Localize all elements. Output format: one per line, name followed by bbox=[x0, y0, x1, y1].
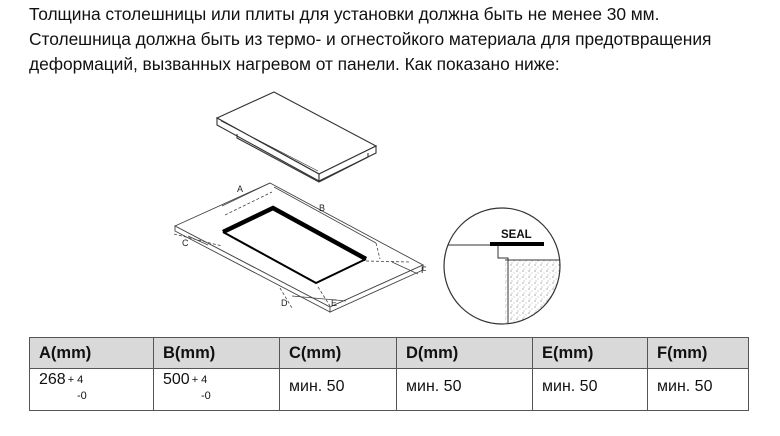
header-e: E(mm) bbox=[533, 338, 648, 369]
cell-c bbox=[280, 369, 397, 411]
header-d: D(mm) bbox=[397, 338, 533, 369]
cell-d bbox=[397, 369, 533, 411]
dimensions-table bbox=[29, 337, 749, 411]
cell-e bbox=[533, 369, 648, 411]
cell-c-value: мин. 50 bbox=[289, 378, 345, 395]
table-header-row bbox=[30, 338, 749, 369]
cell-b-value: 500 bbox=[163, 371, 190, 388]
cell-a-value: 268 bbox=[39, 371, 66, 388]
cell-b-plus: + 4 bbox=[191, 374, 208, 386]
cell-f-value: мин. 50 bbox=[657, 378, 713, 395]
header-a: A(mm) bbox=[30, 338, 154, 369]
hob-illustration bbox=[217, 92, 376, 182]
label-d: D bbox=[281, 298, 288, 308]
cell-b-minus: -0 bbox=[201, 390, 211, 402]
cell-f bbox=[648, 369, 749, 411]
label-c: C bbox=[182, 238, 189, 248]
seal-label: SEAL bbox=[501, 229, 532, 241]
intro-line-1: Толщина столешницы или плиты для установки должна быть не менее 30 мм. bbox=[29, 4, 660, 24]
intro-line-3: деформаций, вызванных нагревом от панели. Как показано ниже: bbox=[29, 54, 560, 74]
label-e: E bbox=[331, 298, 338, 308]
cutout-illustration bbox=[174, 183, 423, 312]
cell-a-plus: + 4 bbox=[67, 374, 84, 386]
header-f: F(mm) bbox=[648, 338, 749, 369]
header-c: C(mm) bbox=[280, 338, 397, 369]
intro-line-2: Столешница должна быть из термо- и огнестойкого материала для предотвращения bbox=[29, 29, 712, 49]
dimension-labels bbox=[182, 184, 427, 308]
cell-b bbox=[154, 369, 280, 411]
cell-a-minus: -0 bbox=[77, 390, 87, 402]
cell-e-value: мин. 50 bbox=[542, 378, 598, 395]
cell-d-value: мин. 50 bbox=[406, 378, 462, 395]
header-b: B(mm) bbox=[154, 338, 280, 369]
label-b: B bbox=[319, 203, 326, 213]
table-row bbox=[30, 369, 749, 411]
seal-detail bbox=[440, 208, 565, 330]
cell-a bbox=[30, 369, 154, 411]
label-f: F bbox=[421, 265, 427, 275]
label-a: A bbox=[237, 184, 244, 194]
